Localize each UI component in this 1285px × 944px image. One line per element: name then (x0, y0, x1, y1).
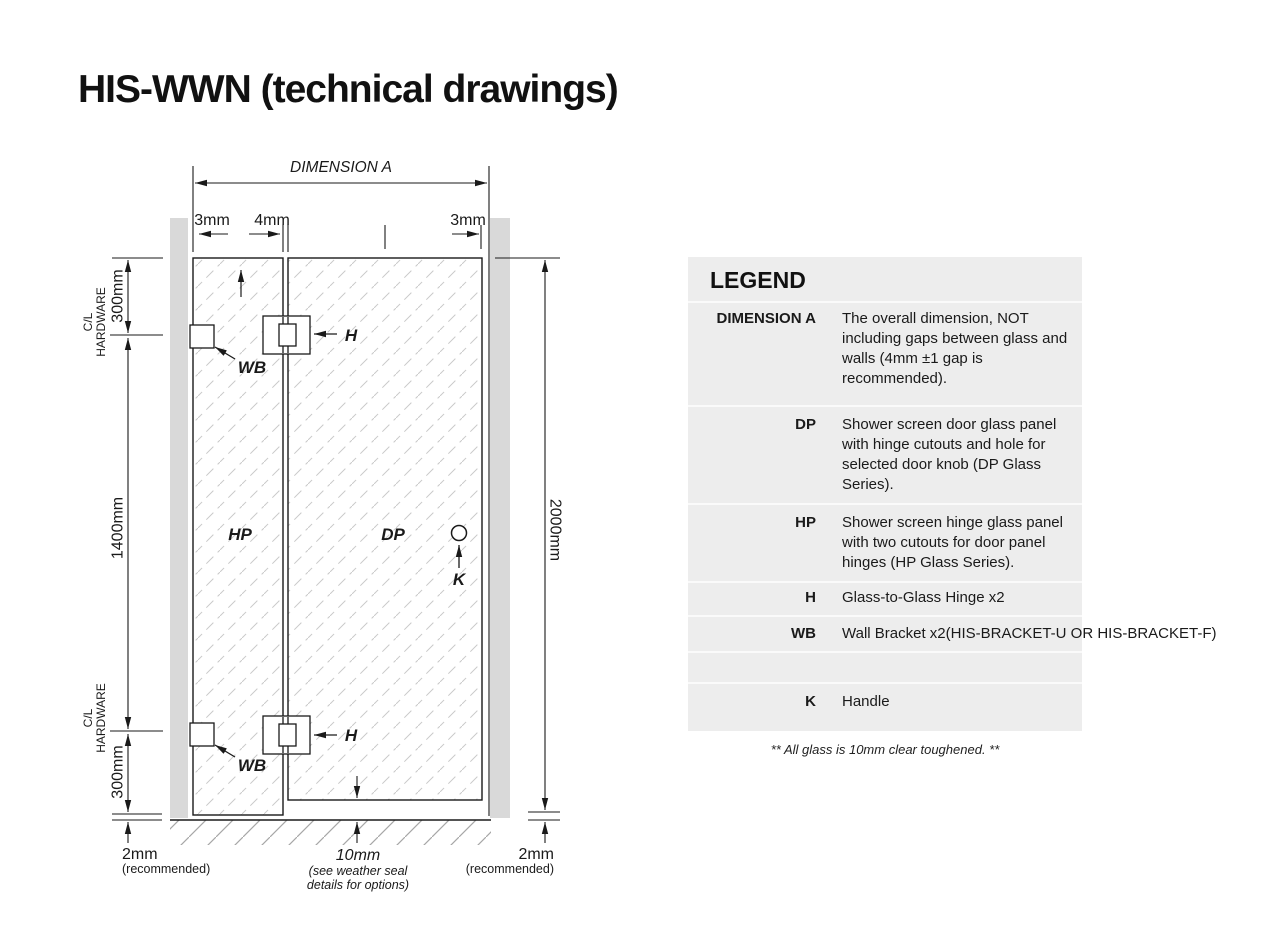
gap-middle-label: 4mm (254, 212, 290, 229)
dim-300-top-label: 300mm (109, 269, 127, 323)
legend-heading: LEGEND (710, 267, 806, 293)
legend-row (688, 651, 1082, 682)
legend-row (688, 581, 1082, 615)
top-gap-dimensions (199, 224, 481, 252)
hp-panel-label: HP (228, 525, 252, 544)
door-gap-note-line2: details for options) (306, 878, 410, 892)
legend-row (688, 503, 1082, 581)
legend-description: Wall Bracket x2(HIS-BRACKET-U OR HIS-BRACKET-F) (842, 625, 1217, 642)
hinge-top (263, 316, 310, 354)
dim-300-bottom-label: 300mm (109, 745, 127, 799)
legend-term (688, 653, 816, 682)
cl-hardware-bottom-line2: HARDWARE (94, 683, 109, 753)
legend-row (688, 615, 1217, 651)
legend-description: The overall dimension, NOT including gaps between glass and walls (4mm ±1 gap is recommended). (842, 310, 1068, 387)
legend-term: K (805, 693, 816, 710)
legend-row (688, 301, 1082, 405)
floor (170, 820, 491, 845)
legend-panel (688, 257, 1217, 731)
floor-gap-left-value: 2mm (122, 846, 158, 863)
k-label: K (452, 570, 466, 589)
legend-description: Handle (842, 693, 890, 710)
legend-row (688, 682, 1082, 729)
cl-hardware-bottom-line1: C/L (81, 708, 96, 728)
legend-term: DP (795, 416, 816, 433)
floor-gap-right-note: (recommended) (465, 862, 554, 876)
legend-term: DIMENSION A (716, 310, 816, 327)
h-label-top: H (344, 326, 358, 345)
handle-knob-icon (452, 526, 467, 541)
legend-term: H (805, 589, 816, 606)
hinge-bottom (263, 716, 310, 754)
legend-term: WB (791, 625, 816, 642)
dim-2000-label: 2000mm (546, 498, 564, 562)
h-label-bottom: H (344, 726, 358, 745)
wb-label-bottom: WB (237, 756, 267, 775)
door-gap-value: 10mm (335, 847, 381, 864)
gap-right-label: 3mm (450, 212, 486, 229)
legend-footnote: ** All glass is 10mm clear toughened. ** (770, 742, 1000, 757)
wall-bracket-bottom (190, 723, 214, 746)
legend-term: HP (795, 514, 816, 531)
dp-panel-label: DP (381, 525, 405, 544)
dimension-a-label: DIMENSION A (290, 159, 392, 176)
right-wall (490, 218, 510, 818)
legend-description (842, 653, 1082, 682)
floor-gap-left-note: (recommended) (122, 862, 211, 876)
legend-row (688, 405, 1082, 503)
left-wall (170, 218, 188, 818)
floor-gap-right-value: 2mm (518, 846, 554, 863)
cl-hardware-top-line1: C/L (81, 312, 96, 332)
page-title: HIS-WWN (technical drawings) (78, 68, 618, 111)
wb-label-top: WB (237, 358, 267, 377)
gap-left-label: 3mm (194, 212, 230, 229)
legend-description: Shower screen door glass panel with hinge cutouts and hole for selected door knob (DP Glass Series). (842, 416, 1057, 493)
legend-description: Glass-to-Glass Hinge x2 (842, 589, 1005, 606)
cl-hardware-top-line2: HARDWARE (94, 287, 109, 357)
wall-bracket-top (190, 325, 214, 348)
door-gap-note-line1: (see weather seal (308, 864, 408, 878)
dim-1400-label: 1400mm (109, 496, 127, 560)
legend-description: Shower screen hinge glass panel with two cutouts for door panel hinges (HP Glass Series). (842, 514, 1063, 571)
